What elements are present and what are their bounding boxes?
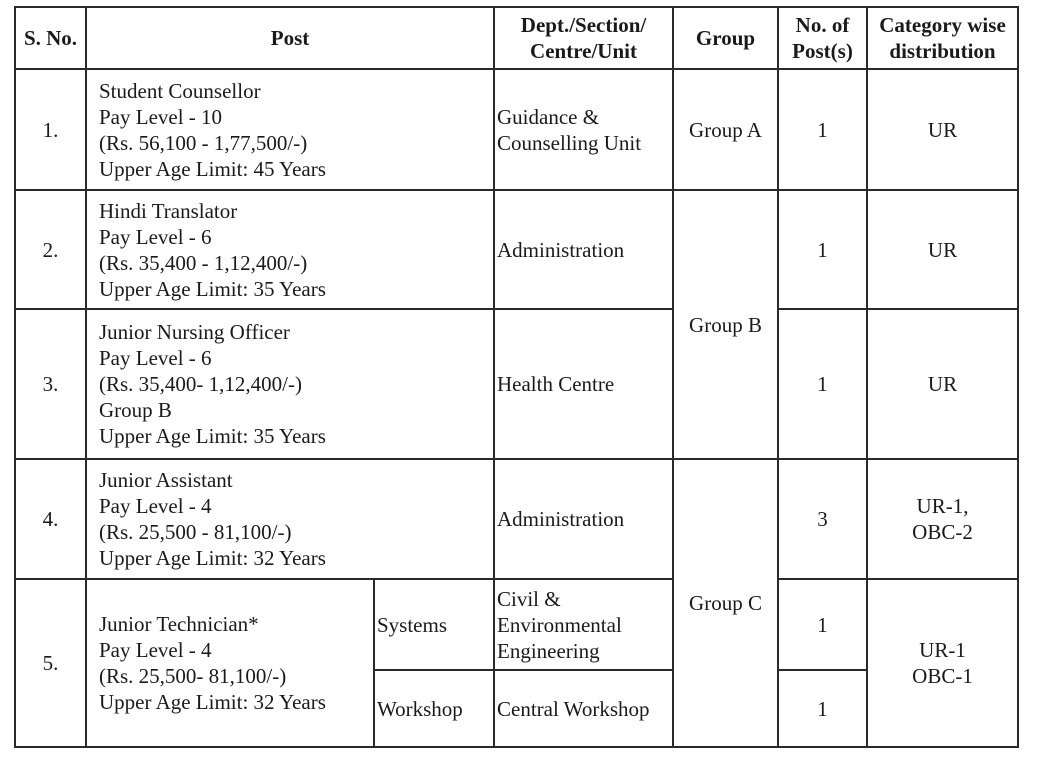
dept-line: Civil & [497, 586, 561, 611]
row-5-systems-posts: 1 [778, 579, 867, 670]
header-dept-line-2: Centre/Unit [530, 39, 637, 63]
post-line: Student Counsellor [99, 78, 261, 103]
row-1-posts: 1 [778, 69, 867, 190]
row-5-workshop-dept [494, 670, 673, 747]
post-line: Upper Age Limit: 35 Years [99, 424, 326, 448]
header-group: Group [673, 7, 778, 69]
table-row [15, 309, 1018, 459]
group-b-cell: Group B [673, 190, 778, 459]
header-dept-line-1: Dept./Section/ [520, 13, 647, 37]
post-line: Upper Age Limit: 32 Years [99, 690, 326, 714]
header-cat-line-2: distribution [889, 39, 996, 63]
dept-line: Guidance & [497, 104, 600, 129]
post-line: (Rs. 35,400- 1,12,400/-) [99, 372, 302, 396]
post-line: Pay Level - 6 [99, 346, 212, 370]
post-line: Pay Level - 6 [99, 224, 212, 249]
row-5-category [867, 579, 1018, 747]
row-2-dept [494, 190, 673, 309]
header-nop-line-1: No. of [795, 13, 850, 37]
row-5-sub-workshop: Workshop [374, 670, 494, 747]
post-line: Hindi Translator [99, 198, 238, 223]
row-1-group: Group A [673, 69, 778, 190]
row-2-post [86, 190, 494, 309]
row-4-sno: 4. [15, 459, 86, 579]
dept-line: Health Centre [497, 372, 615, 396]
post-line: Pay Level - 4 [99, 494, 212, 518]
table-row [15, 459, 1018, 579]
row-3-post [86, 309, 494, 459]
row-3-sno: 3. [15, 309, 86, 459]
header-no-of-posts [778, 7, 867, 69]
post-line: Upper Age Limit: 32 Years [99, 546, 326, 570]
post-line: (Rs. 25,500- 81,100/-) [99, 664, 287, 688]
header-post: Post [86, 7, 494, 69]
row-4-post [86, 459, 494, 579]
header-dept [494, 7, 673, 69]
row-4-dept [494, 459, 673, 579]
dept-line: Environmental [497, 612, 622, 637]
row-2-posts: 1 [778, 190, 867, 309]
row-4-posts: 3 [778, 459, 867, 579]
dept-line: Counselling Unit [497, 130, 642, 155]
header-nop-line-2: Post(s) [792, 39, 853, 63]
table-header-row [15, 7, 1018, 69]
header-sno: S. No. [15, 7, 86, 69]
header-cat-line-1: Category wise [879, 13, 1006, 37]
row-1-category: UR [867, 69, 1018, 190]
row-5-workshop-posts: 1 [778, 670, 867, 747]
dept-line: Administration [497, 237, 625, 262]
post-line: (Rs. 25,500 - 81,100/-) [99, 520, 292, 544]
row-5-post [86, 579, 374, 747]
row-3-dept [494, 309, 673, 459]
dept-line: Central Workshop [497, 696, 650, 721]
post-line: Upper Age Limit: 45 Years [99, 156, 326, 181]
row-1-dept [494, 69, 673, 190]
posts-table [14, 6, 1019, 748]
category-line: UR-1, [916, 494, 969, 518]
category-line: OBC-1 [912, 664, 973, 688]
post-line: Pay Level - 10 [99, 104, 223, 129]
group-c-cell: Group C [673, 459, 778, 747]
category-line: UR-1 [919, 638, 966, 662]
row-3-category: UR [867, 309, 1018, 459]
post-line: Group B [99, 398, 172, 422]
row-5-sub-systems: Systems [374, 579, 494, 670]
table-row [15, 69, 1018, 190]
post-line: (Rs. 56,100 - 1,77,500/-) [99, 130, 308, 155]
table-row [15, 190, 1018, 309]
row-2-category: UR [867, 190, 1018, 309]
header-category [867, 7, 1018, 69]
table-row [15, 579, 1018, 670]
dept-line: Administration [497, 507, 625, 531]
row-3-posts: 1 [778, 309, 867, 459]
row-5-systems-dept [494, 579, 673, 670]
post-line: Junior Nursing Officer [99, 320, 290, 344]
post-line: Junior Technician* [99, 612, 259, 636]
post-line: Pay Level - 4 [99, 638, 212, 662]
row-2-sno: 2. [15, 190, 86, 309]
row-1-sno: 1. [15, 69, 86, 190]
row-4-category [867, 459, 1018, 579]
post-line: Upper Age Limit: 35 Years [99, 276, 326, 301]
category-line: OBC-2 [912, 520, 973, 544]
dept-line: Engineering [497, 638, 600, 663]
post-line: (Rs. 35,400 - 1,12,400/-) [99, 250, 308, 275]
row-5-sno: 5. [15, 579, 86, 747]
post-line: Junior Assistant [99, 468, 233, 492]
row-1-post [86, 69, 494, 190]
